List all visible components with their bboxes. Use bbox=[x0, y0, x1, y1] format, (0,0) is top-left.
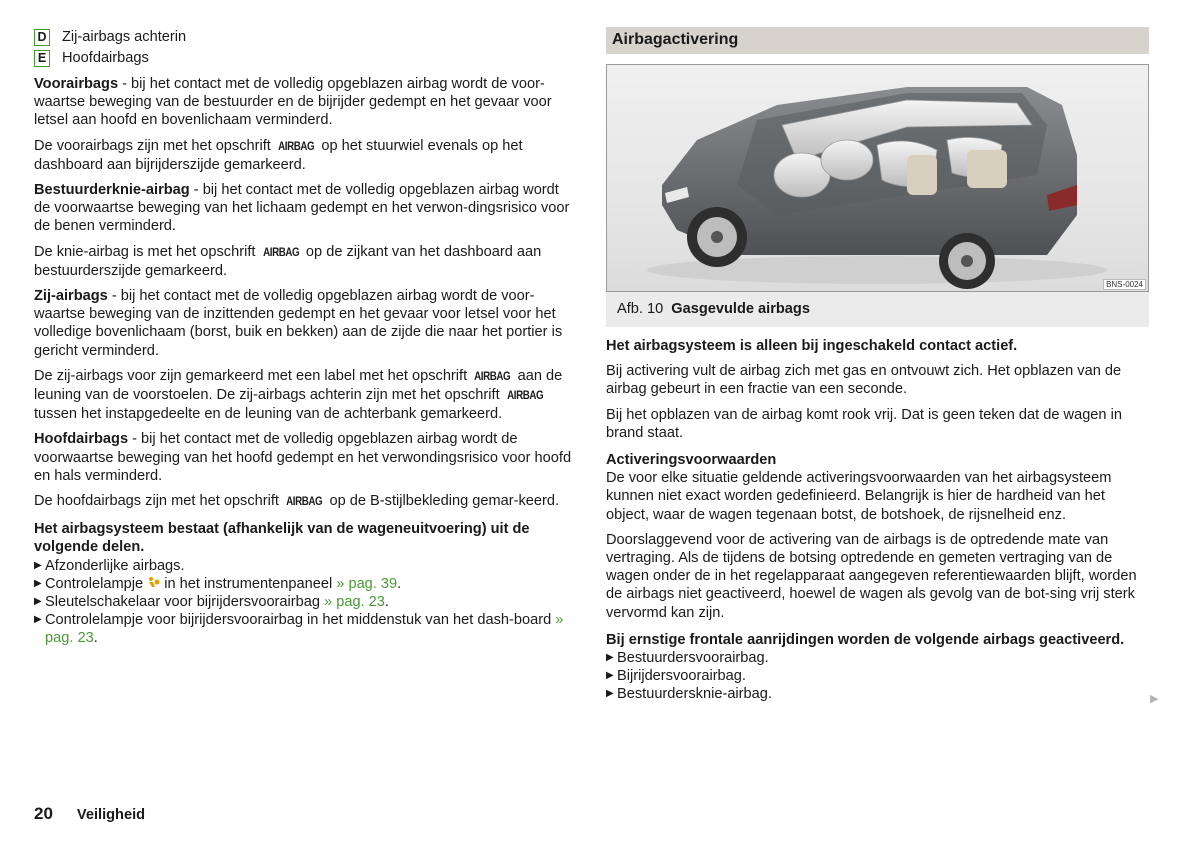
bullet-triangle-icon: ▶ bbox=[606, 652, 614, 664]
section-name: Veiligheid bbox=[76, 807, 146, 823]
paragraph-voorairbags: Voorairbags - bij het contact met de volledig opgeblazen airbag wordt de voor-waartse beweging van de bestuurder en de bijrijder gedempt en het gevaar voor letsel aan hoofd en bovenlichaam verminderd. bbox=[34, 76, 552, 129]
page-link[interactable]: » pag. 23 bbox=[324, 594, 385, 611]
continue-arrow-icon: ▶ bbox=[1150, 693, 1159, 705]
term: Bestuurderknie-airbag bbox=[34, 182, 190, 199]
car-airbags-illustration bbox=[607, 65, 1148, 291]
airbag-marking: AIRBAG bbox=[506, 390, 543, 403]
caption-title: Gasgevulde airbags bbox=[671, 301, 810, 318]
airbag-marking: AIRBAG bbox=[262, 246, 299, 259]
subheading: Activeringsvoorwaarden bbox=[606, 452, 777, 469]
list-heading: Het airbagsysteem bestaat (afhankelijk van de wageneuitvoering) uit de volgende delen. bbox=[34, 521, 530, 556]
term: Zij-airbags bbox=[34, 288, 108, 305]
legend-item-d bbox=[34, 27, 579, 48]
term: Voorairbags bbox=[34, 76, 119, 92]
list-item: ▶ Sleutelschakelaar voor bijrijdersvoorairbag » pag. 23. bbox=[34, 594, 389, 611]
legend-key: D bbox=[34, 29, 50, 46]
caption-label: Afb. 10 bbox=[617, 301, 664, 318]
page-link[interactable]: » pag. 39 bbox=[336, 575, 398, 592]
paragraph: Bij activering vult de airbag zich met gas en ontvouwt zich. Het opblazen van de airbag gebeurt in een fractie van een seconde. bbox=[606, 363, 1122, 398]
bullet-triangle-icon: ▶ bbox=[34, 577, 42, 589]
term: Hoofdairbags bbox=[34, 431, 129, 448]
legend-label: Hoofdairbags bbox=[62, 50, 149, 67]
list-item: ▶ Controlelampje voor bijrijdersvoorairbag in het middenstuk van het dash-board » pag. 23. bbox=[34, 612, 564, 647]
list-heading: Bij ernstige frontale aanrijdingen worden de volgende airbags geactiveerd. bbox=[606, 631, 1125, 648]
paragraph: Bij het opblazen van de airbag komt rook vrij. Dat is geen teken dat de wagen in brand staat. bbox=[606, 406, 1122, 441]
page-link[interactable]: » pag. 23 bbox=[45, 612, 564, 647]
legend-key: E bbox=[34, 50, 50, 67]
page-footer bbox=[34, 805, 145, 824]
paragraph-hoofdairbags: Hoofdairbags - bij het contact met de volledig opgeblazen airbag wordt de voorwaartse beweging van het hoofd gedempt en het verwondingsrisico voor hoofd en hals verminderd. bbox=[34, 431, 572, 484]
paragraph-hoofd-marking: De hoofdairbags zijn met het opschrift AIRBAG op de B-stijlbekleding gemar-keerd. bbox=[34, 492, 579, 511]
airbag-warning-icon bbox=[147, 576, 160, 589]
bullet-triangle-icon: ▶ bbox=[606, 670, 614, 682]
list-item: ▶ Controlelampje in het instrumentenpaneel » pag. 39. bbox=[34, 575, 402, 592]
list-item: ▶ Afzonderlijke airbags. bbox=[34, 557, 185, 574]
list-item: ▶ Bijrijdersvoorairbag. bbox=[606, 668, 746, 685]
bullet-triangle-icon: ▶ bbox=[34, 614, 42, 626]
paragraph: De voor elke situatie geldende activeringsvoorwaarden van het airbagsysteem kunnen niet exact worden gedefinieerd. Belangrijk is hier de hardheid van het object, waar de wagen tegenaan botst, de botshoek, de rijsnelheid enz. bbox=[606, 470, 1112, 523]
paragraph-knee-marking: De knie-airbag is met het opschrift AIRBAG op de zijkant van het dashboard aan bestuurderszijde gemarkeerd. bbox=[34, 243, 542, 279]
figure-code: BNS-0024 bbox=[1103, 279, 1146, 290]
legend-label: Zij-airbags achterin bbox=[62, 29, 187, 46]
right-column bbox=[606, 27, 1149, 704]
lead-paragraph: Het airbagsysteem is alleen bij ingeschakeld contact actief. bbox=[606, 338, 1018, 354]
paragraph-voorairbags-marking: De voorairbags zijn met het opschrift AIRBAG op het stuurwiel evenals op het dashboard aan bijrijderszijde gemarkeerd. bbox=[34, 137, 523, 173]
paragraph-zij-airbags: Zij-airbags - bij het contact met de volledig opgeblazen airbag wordt de voor-waartse beweging van de inzittenden gedempt en het gevaar voor letsel voor het volledige bovenlichaam (borst, buik en bekken) aan de zijde die naar het portier is gericht verminderd. bbox=[34, 288, 563, 359]
airbag-marking: AIRBAG bbox=[286, 496, 323, 509]
bullet-triangle-icon: ▶ bbox=[34, 559, 42, 571]
paragraph-zij-marking: De zij-airbags voor zijn gemarkeerd met een label met het opschrift AIRBAG aan de leuning van de voorstoelen. De zij-airbags achterin zijn met het opschrift AIRBAG tussen het instapgedeelte en de leuning van de achterbank gemarkeerd. bbox=[34, 367, 563, 423]
bullet-triangle-icon: ▶ bbox=[34, 596, 42, 608]
figure-caption bbox=[606, 292, 1149, 327]
list-item: ▶ Bestuurderskniе-airbag. bbox=[606, 686, 772, 703]
paragraph: Doorslaggevend voor de activering van de airbags is de optredende mate van vertraging. Als de tijdens de botsing optredende en gemeten vertraging van de wagen onder de in het regelapparaat aangegeven referentiewaarden blijft, worden de airbags niet geactiveerd, hoewel de wagen als gevolg van de bot-sing vrij sterk vervormd kan zijn. bbox=[606, 531, 1137, 621]
car-airbag-figure bbox=[606, 64, 1149, 292]
bullet-triangle-icon: ▶ bbox=[606, 688, 614, 700]
paragraph-knee-airbag: Bestuurderknie-airbag - bij het contact met de volledig opgeblazen airbag wordt de voorwaartse beweging van het lichaam gedempt en het verwon-dingsrisico voor de benen verminderd. bbox=[34, 182, 570, 235]
list-item: ▶ Bestuurdersvoorairbag. bbox=[606, 650, 769, 667]
legend-item-e bbox=[34, 48, 579, 69]
page-number: 20 bbox=[34, 804, 53, 823]
airbag-marking: AIRBAG bbox=[474, 370, 511, 383]
left-column bbox=[34, 27, 579, 648]
section-title: Airbagactivering bbox=[606, 27, 1149, 54]
airbag-marking: AIRBAG bbox=[278, 140, 315, 153]
